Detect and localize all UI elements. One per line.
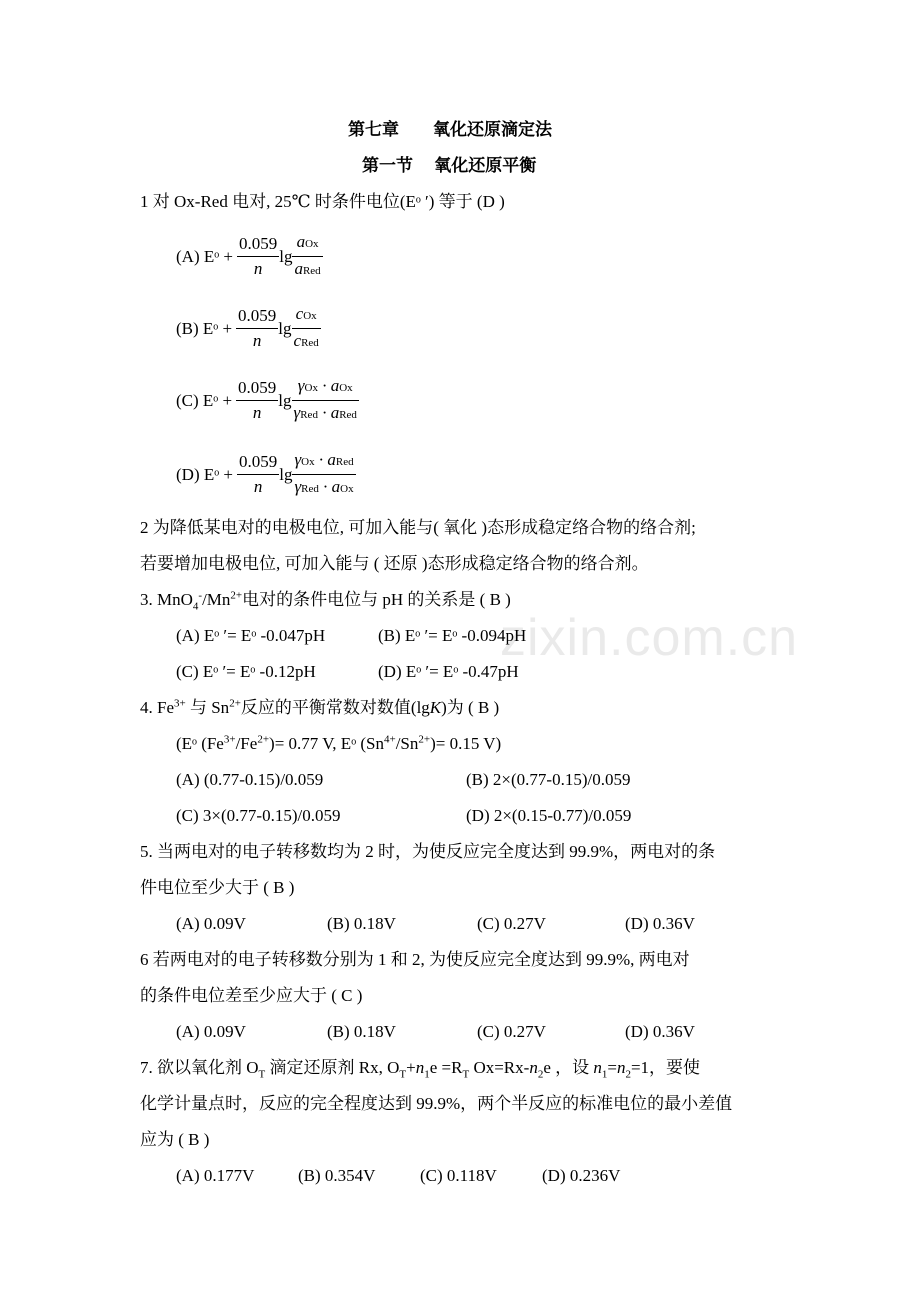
q6-option-a: (A) 0.09V [176, 1022, 246, 1041]
question-5-line-1: 5. 当两电对的电子转移数均为 2 时，为使反应完全度达到 99.9%，两电对的条 [140, 842, 716, 861]
question-7-line-1: 7. 欲以氧化剂 $O_T$ 滴定还原剂 Rx, $O_T+n_1e =R_T$ $Ox=Rx-n_2e$ ，设 $n_1=n_2=1$，要使 [140, 1058, 701, 1081]
q3-option-a: (A) Eᵒ ′= Eᵒ -0.047pH [176, 626, 326, 645]
watermark: zixin.com.cn [500, 609, 799, 667]
fraction-concentration: $\frac{\text{cOx}}{\text{cRed}}$ [293, 304, 319, 350]
q6-option-b: (B) 0.18V [327, 1022, 396, 1041]
question-6-line-2: 的条件电位差至少应大于 ( C ) [140, 986, 363, 1005]
fraction-0059-n: $\frac{0.059}{n}$ [238, 378, 277, 422]
question-7-line-2: 化学计量点时，反应的完全程度达到 99.9%，两个半反应的标准电位的最小差值 [140, 1094, 733, 1113]
q4-option-c: (C) 3×(0.77-0.15)/0.059 [176, 806, 341, 825]
question-1-stem: 1 对 Ox-Red 电对, 25℃ 时条件电位(Eᵒ ′) 等于 (D ) [140, 192, 505, 211]
q7-option-a: (A) 0.177V [176, 1166, 255, 1185]
q6-option-c: (C) 0.27V [477, 1022, 546, 1041]
question-3-stem: 3. $MnO_4^-/Mn^{2+}$电对的条件电位与 pH 的关系是 ( B ) [140, 589, 511, 613]
question-2-line-2: 若要增加电极电位, 可加入能与 ( 还原 )态形成稳定络合物的络合剂。 [140, 554, 649, 573]
fraction-0059-n: $\frac{0.059}{n}$ [238, 234, 278, 278]
question-7-line-3: 应为 ( B ) [140, 1130, 210, 1149]
q1-option-a: (A) Eᵒ + $\frac{0.059}{n}$ lg $\frac{\text{aOx}}{\text{aRed}}$ [176, 232, 323, 281]
q1-option-d: (D) Eᵒ + $\frac{0.059}{n}$ lg $\frac{\text{γOx · aRed}}{\text{γRed · aOx}}$ [176, 450, 356, 499]
q5-option-d: (D) 0.36V [625, 914, 695, 933]
section-title: 第一节 氧化还原平衡 [362, 156, 537, 175]
fraction-gamma-activity: $\frac{\text{γOx · aOx}}{\text{γRed · aRed}}$ [293, 376, 357, 422]
q3-option-c: (C) Eᵒ ′= Eᵒ -0.12pH [176, 662, 316, 681]
fraction-0059-n: $\frac{0.059}{n}$ [238, 306, 277, 350]
q1-option-b: (B) Eᵒ + $\frac{0.059}{n}$ lg $\frac{\text{cOx}}{\text{cRed}}$ [176, 304, 321, 353]
question-6-line-1: 6 若两电对的电子转移数分别为 1 和 2, 为使反应完全度达到 99.9%, 两电对 [140, 950, 690, 969]
q4-given-potentials: (Eᵒ $(Fe^{3+}/Fe^{2+})= 0.77$ V, Eᵒ $(Sn^{4+}/Sn^{2+})= 0.15$ V) [176, 733, 502, 753]
chapter-title: 第七章 氧化还原滴定法 [348, 120, 552, 139]
q7-option-d: (D) 0.236V [542, 1166, 621, 1185]
q1-option-c: (C) Eᵒ + $\frac{0.059}{n}$ lg $\frac{\text{γOx · aOx}}{\text{γRed · aRed}}$ [176, 376, 359, 425]
q5-option-b: (B) 0.18V [327, 914, 396, 933]
fraction-0059-n: $\frac{0.059}{n}$ [238, 452, 278, 496]
q4-option-d: (D) 2×(0.15-0.77)/0.059 [466, 806, 632, 825]
fraction-gamma-activity: $\frac{\text{γOx · aRed}}{\text{γRed · aOx}}$ [294, 450, 354, 496]
q3-option-d: (D) Eᵒ ′= Eᵒ -0.47pH [378, 662, 519, 681]
q7-option-c: (C) 0.118V [420, 1166, 497, 1185]
q5-option-a: (A) 0.09V [176, 914, 246, 933]
q4-option-b: (B) 2×(0.77-0.15)/0.059 [466, 770, 631, 789]
fraction-activity: $\frac{\text{aOx}}{\text{aRed}}$ [294, 232, 321, 278]
q6-option-d: (D) 0.36V [625, 1022, 695, 1041]
question-5-line-2: 件电位至少大于 ( B ) [140, 878, 295, 897]
question-4-stem: 4. $Fe^{3+}$ 与 $Sn^{2+}$反应的平衡常数对数值(lgK)为 ( B ) [140, 697, 500, 717]
q4-option-a: (A) (0.77-0.15)/0.059 [176, 770, 324, 789]
q3-option-b: (B) Eᵒ ′= Eᵒ -0.094pH [378, 626, 527, 645]
question-2-line-1: 2 为降低某电对的电极电位, 可加入能与( 氧化 )态形成稳定络合物的络合剂; [140, 518, 696, 537]
q7-option-b: (B) 0.354V [298, 1166, 376, 1185]
q5-option-c: (C) 0.27V [477, 914, 546, 933]
